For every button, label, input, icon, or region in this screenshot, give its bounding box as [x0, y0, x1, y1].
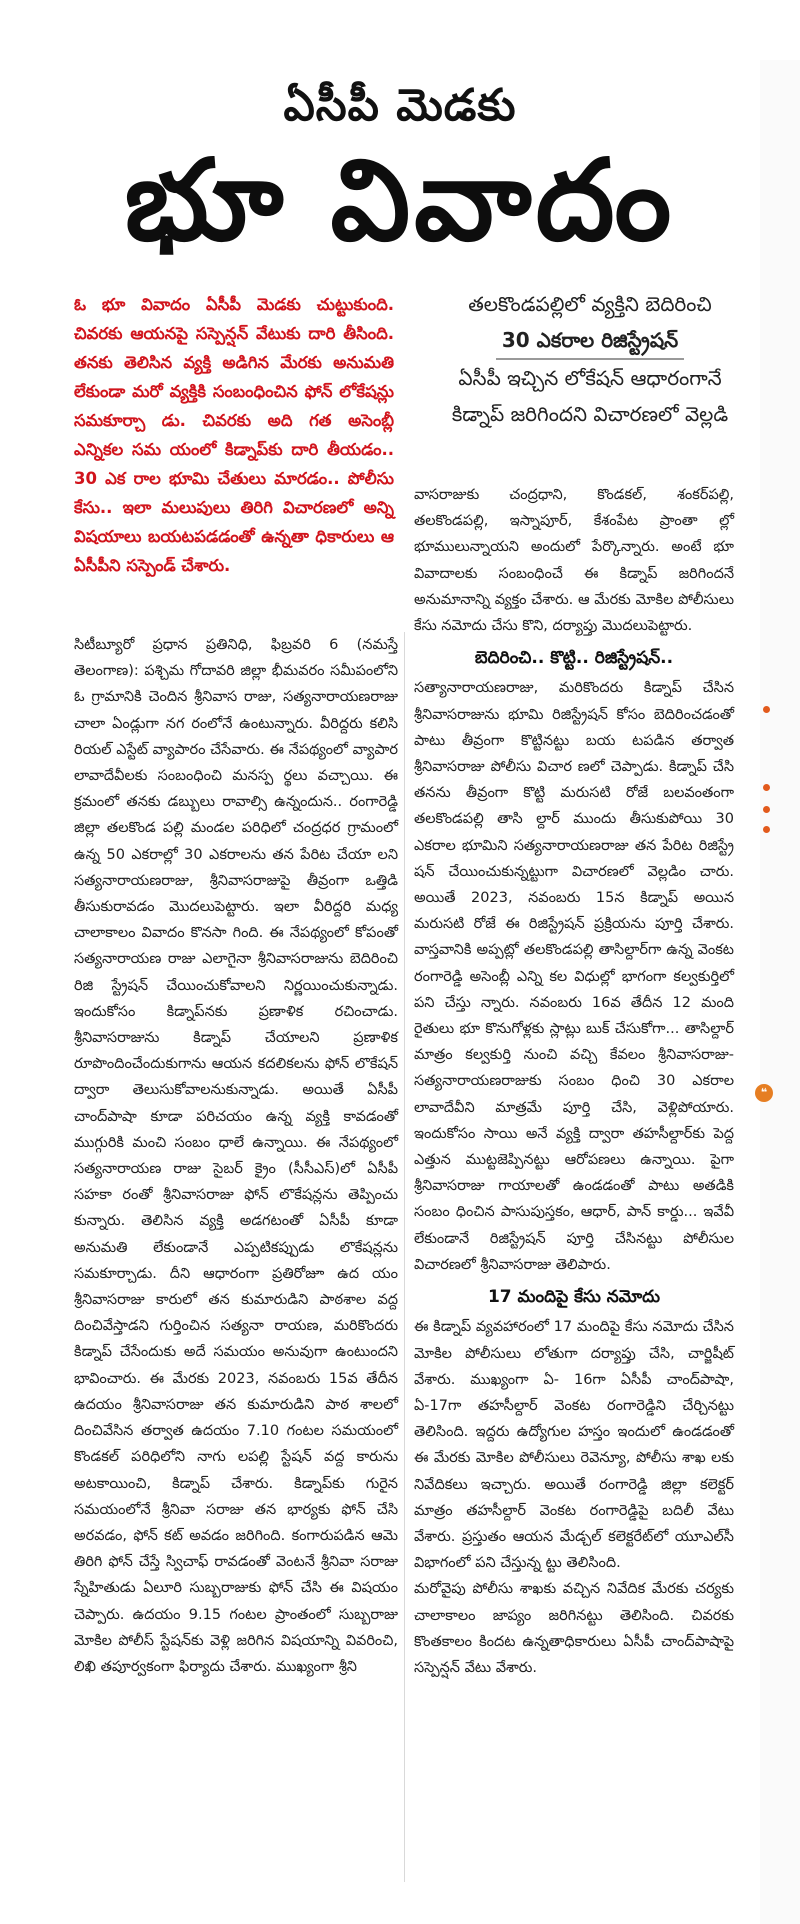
side-highlight-line4: కిడ్నాప్ జరిగిందని విచారణలో వెల్లడి — [451, 402, 729, 426]
bullet-dot — [763, 784, 770, 791]
bullet-dot — [763, 826, 770, 833]
body-column-left — [74, 632, 398, 1680]
bullet-dot — [763, 706, 770, 713]
body-column-right — [414, 482, 734, 1681]
lead-paragraph: ఓ భూ వివాదం ఏసీపీ మెడకు చుట్టుకుంది. చివరకు ఆయనపై సస్పెన్షన్ వేటుకు దారి తీసింది. తనకు తెలిసిన వ్యక్తి అడిగిన మేరకు అనుమతి లేకుండా మరో వ్యక్తికి సంబంధించిన ఫోన్ లోకేషన్లు సమకూర్చా డు. చివరకు అది గత అసెంబ్లీ ఎన్నికల సమ యంలో కిడ్నాప్‌కు దారి తీయడం.. 30 ఎక రాల భూమి చేతులు మారడం.. పోలీసు కేసు.. ఇలా మలుపులు తిరిగి విచారణలో అన్ని విషయాలు బయటపడడంతో ఉన్నతా ధికారులు ఆ ఏసీపీని సస్పెండ్ చేశారు. — [74, 295, 394, 575]
body-paragraph: సిటీబ్యూరో ప్రధాన ప్రతినిధి, ఫిబ్రవరి 6 (నమస్తే తెలంగాణ): పశ్చిమ గోదావరి జిల్లా భీమవరం సమీపంలోని ఓ గ్రామానికి చెందిన శ్రీనివాస రాజు, సత్యనారాయణరాజు చాలా ఏండ్లుగా నగ రంలోనే ఉంటున్నారు. వీరిద్దరు కలిసి రియల్ ఎస్టేట్ వ్యాపారం చేసేవారు. ఈ నేపథ్యంలో వ్యాపార లావాదేవీలకు సంబంధించి మనస్ప ర్థలు వచ్చాయి. ఈ క్రమంలో తనకు డబ్బులు రావాల్సి ఉన్నందున.. రంగారెడ్డి జిల్లా తలకొండ పల్లి మండల పరిధిలో చంద్రధర గ్రామంలో ఉన్న 50 ఎకరాల్లో 30 ఎకరాలను తన పేరిట చేయా లని సత్యనారాయణరాజు, శ్రీనివాసరాజుపై తీవ్రంగా ఒత్తిడి తీసుకురావడం మొదలుపెట్టారు. ఇలా వీరిద్దరి మధ్య చాలాకాలం వివాదం కొనసా గింది. ఈ నేపథ్యంలో కోపంతో సత్యనారాయణ రాజు ఎలాగైనా శ్రీనివాసరాజును బెదిరించి రిజి స్ట్రేషన్ చేయించుకోవాలని నిర్ణయించుకున్నాడు. ఇందుకోసం కిడ్నాప్‌నకు ప్రణాళిక రచించాడు. శ్రీనివాసరాజును కిడ్నాప్ చేయాలని ప్రణాళిక రూపొందించేందుకుగాను ఆయన కదలికలను ఫోన్ లొకేషన్ ద్వారా తెలుసుకోవాలనుకున్నాడు. అయితే ఏసీపీ చాంద్‌పాషా కూడా పరిచయం ఉన్న వ్యక్తి కావడంతో ముగ్గురికి మంచి సంబం ధాలే ఉన్నాయి. ఈ నేపథ్యంలో సత్యనారాయణ రాజు సైబర్ క్రైం (సీసీఎస్)లో ఏసీపీ సహకా రంతో శ్రీనివాసరాజు ఫోన్ లొకేషన్లను తెప్పించు కున్నారు. తెలిసిన వ్యక్తి అడగటంతో ఏసీపీ కూడా అనుమతి లేకుండానే ఎప్పటికప్పుడు లొకేషన్లను సమకూర్చాడు. దీని ఆధారంగా ప్రతిరోజూ ఉద యం శ్రీనివాసరాజు కారులో తన కుమారుడిని పాఠశాల వద్ద దించివేస్తాడని గుర్తించిన సత్యనా రాయణ, మరికొందరు కిడ్నాప్ చేసేందుకు అదే సమయం అనువుగా ఉంటుందని భావించారు. ఈ మేరకు 2023, నవంబరు 15వ తేదీన ఉదయం శ్రీనివాసరాజు తన కుమారుడిని పాఠ శాలలో దించివేసిన తర్వాత ఉదయం 7.10 గంటల సమయంలో కొండకల్ పరిధిలోని నాగు లపల్లి స్టేషన్ వద్ద కారును అటకాయించి, కిడ్నాప్ చేశారు. కిడ్నాప్‌కు గురైన సమయంలోనే శ్రీనివా సరాజు తన భార్యకు ఫోన్ చేసి అరవడం, ఫోన్ కట్ అవడం జరిగింది. కంగారుపడిన ఆమె తిరిగి ఫోన్ చేస్తే స్విచాఫ్ రావడంతో వెంటనే శ్రీనివా సరాజు స్నేహితుడు ఏలూరి సుబ్బరాజుకు ఫోన్ చేసి ఈ విషయం చెప్పారు. ఉదయం 9.15 గంటల ప్రాంతంలో సుబ్బరాజు మోకిల పోలీస్ స్టేషన్‌కు వెళ్లి జరిగిన విషయాన్ని వివరించి, లిఖి తపూర్వకంగా ఫిర్యాదు చేశారు. ముఖ్యంగా శ్రీని — [74, 637, 398, 1675]
headline: భూ వివాదం — [124, 136, 676, 266]
kicker: ఏసీపీ మెడకు — [283, 80, 517, 131]
subheading: 17 మందిపై కేసు నమోదు — [487, 1287, 661, 1308]
column-divider — [404, 632, 405, 1882]
quote-icon: ❝ — [755, 1084, 773, 1102]
side-highlight — [410, 286, 770, 432]
side-highlight-line2: 30 ఎకరాల రిజిస్ట్రేషన్ — [496, 322, 684, 360]
subheading: బెదిరించి.. కొట్టి.. రిజిస్ట్రేషన్.. — [474, 648, 674, 669]
side-highlight-line1: తలకొండపల్లిలో వ్యక్తిని బెదిరించి — [468, 292, 712, 316]
side-highlight-line3: ఏసీపీ ఇచ్చిన లోకేషన్ ఆధారంగానే — [458, 366, 722, 390]
body-paragraph: మరోవైపు పోలీసు శాఖకు వచ్చిన నివేదిక మేరకు చర్యకు చాలాకాలం జాప్యం జరిగినట్టు తెలిసింది. చివరకు కొంతకాలం కిందట ఉన్నతాధికారులు ఏసీపీ చాంద్‌పాషాపై సస్పెన్షన్ వేటు వేశారు. — [414, 1581, 734, 1676]
bullet-dot — [763, 806, 770, 813]
body-paragraph: ఈ కిడ్నాప్ వ్యవహారంలో 17 మందిపై కేసు నమోదు చేసిన మోకిల పోలీసులు లోతుగా దర్యాప్తు చేసి, చార్జిషీట్ వేశారు. ముఖ్యంగా ఏ- 16గా ఏసీపీ చాంద్‌పాషా, ఏ-17గా తహసీల్దార్ వెంకట రంగారెడ్డిని చేర్చినట్టు తెలిసింది. ఇద్దరు ఉద్యోగుల హస్తం ఇందులో ఉండడంతో ఈ మేరకు మోకిల పోలీసులు రెవెన్యూ, పోలీసు శాఖ లకు నివేదికలు ఇచ్చారు. అయితే రంగారెడ్డి జిల్లా కలెక్టర్ మాత్రం తహసీల్దార్ వెంకట రంగారెడ్డిపై బదిలీ వేటు వేశారు. ప్రస్తుతం ఆయన మేడ్చల్ కలెక్టరేట్‌లో యూఎల్‌సీ విభాగంలో పని చేస్తున్న ట్టు తెలిసింది. — [414, 1319, 734, 1572]
body-paragraph: సత్యానారాయణరాజు, మరికొందరు కిడ్నాప్ చేసిన శ్రీనివాసరాజును భూమి రిజిస్ట్రేషన్ కోసం బెదిరించడంతో పాటు తీవ్రంగా కొట్టినట్టు బయ టపడిన తర్వాత శ్రీనివాసరాజు పోలీసు విచార ణలో చెప్పాడు. కిడ్నాప్ చేసి తనను తీవ్రంగా కొట్టి మరుసటి రోజే బలవంతంగా తలకొండపల్లి తాసి ల్దార్ ముందు తీసుకుపోయి 30 ఎకరాల భూమిని సత్యనారాయణరాజు తన పేరిట రిజిస్ట్రే షన్ చేయించుకున్నట్టుగా విచారణలో వెల్లడిం చారు. అయితే 2023, నవంబరు 15న కిడ్నాప్ అయిన మరుసటి రోజే ఈ రిజిస్ట్రేషన్ ప్రక్రియను పూర్తి చేశారు. వాస్తవానికి అప్పట్లో తలకొండపల్లి తాసిల్దార్‌గా ఉన్న వెంకట రంగారెడ్డి అసెంబ్లీ ఎన్ని కల విధుల్లో భాగంగా కల్వకుర్తిలో పని చేస్తు న్నారు. నవంబరు 16వ తేదీన 12 మంది రైతులు భూ కొనుగోళ్లకు స్లాట్లు బుక్ చేసుకోగా... తాసిల్దార్ మాత్రం కల్వకుర్తి నుంచి వచ్చి కేవలం శ్రీనివాసరాజు-సత్యనారాయణరాజుకు సంబం ధించి 30 ఎకరాల లావాదేవీని మాత్రమే పూర్తి చేసి, వెళ్లిపోయారు. ఇందుకోసం సాయి అనే వ్యక్తి ద్వారా తహసీల్దార్‌కు పెద్ద ఎత్తున ముట్టజెప్పినట్టు ఆరోపణలు ఉన్నాయి. పైగా శ్రీనివాసరాజు గాయాలతో ఉండడంతో పాటు అతడికి సంబం ధించిన పాసుపుస్తకం, ఆధార్, పాన్ కార్డు... ఇవేవీ లేకుండానే రిజిస్ట్రేషన్ పూర్తి చేసినట్టు పోలీసుల విచారణలో శ్రీనివాసరాజు తెలిపారు. — [414, 680, 734, 1273]
body-paragraph: వాసరాజుకు చంద్రధాని, కొండకల్, శంకర్‌పల్లి, తలకొండపల్లి, ఇస్నాపూర్, కేశంపేట ప్రాంతా ల్లో భూములున్నాయని అందులో పేర్కొన్నారు. అంటే భూ వివాదాలకు సంబంధించే ఈ కిడ్నాప్ జరిగిందనే అనుమానాన్ని వ్యక్తం చేశారు. ఆ మేరకు మోకిల పోలీసులు కేసు నమోదు చేసు కొని, దర్యాప్తు మొదలుపెట్టారు. — [414, 487, 734, 635]
